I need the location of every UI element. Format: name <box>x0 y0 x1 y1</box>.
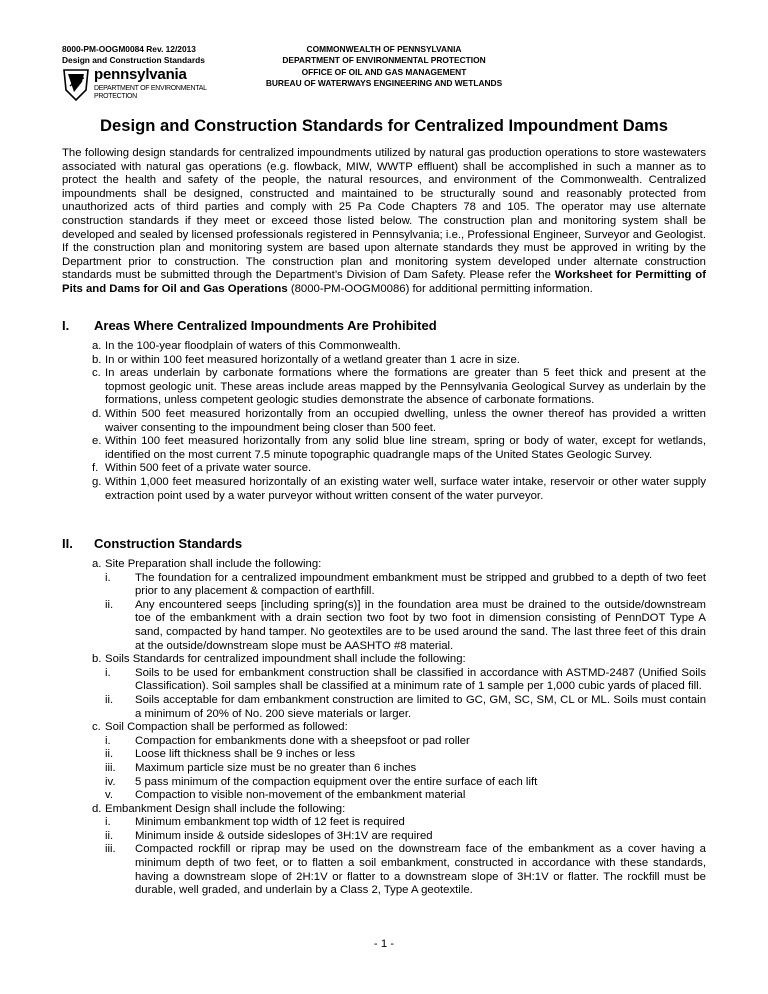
agency-line-2: DEPARTMENT OF ENVIRONMENTAL PROTECTION <box>282 55 486 66</box>
sub-item-label: ii. <box>105 829 114 842</box>
intro-text-end: (8000-PM-OOGM0086) for additional permitting information. <box>290 282 593 295</box>
sub-item <box>105 572 706 599</box>
sub-item-label: ii. <box>105 693 114 706</box>
list-item <box>62 340 706 354</box>
section-heading <box>62 318 706 336</box>
sub-item-label: i. <box>105 666 111 679</box>
form-number: 8000-PM-OOGM0084 Rev. 12/2013 <box>62 44 196 54</box>
form-subtitle: Design and Construction Standards <box>62 55 205 65</box>
item-label: d. <box>92 802 102 815</box>
sub-item-text: Minimum embankment top width of 12 feet is required <box>135 816 405 829</box>
sub-item <box>105 694 706 721</box>
section-number: I. <box>62 318 70 333</box>
item-label: b. <box>92 653 102 666</box>
list-item <box>62 367 706 408</box>
keystone-logo-icon <box>62 68 90 102</box>
agency-line-3: OFFICE OF OIL AND GAS MANAGEMENT <box>301 66 467 77</box>
sub-item-text: The foundation for a centralized impoundment embankment must be stripped and grubbed to a depth of two feet prior to any placement & compaction of earthfill. <box>135 571 706 598</box>
list-item <box>62 653 706 721</box>
sub-item-text: Maximum particle size must be no greater than 6 inches <box>135 761 417 774</box>
item-text: In areas underlain by carbonate formations where the formations are greater than 5 feet thick and present at the topmost geologic unit. These areas include areas mapped by the Pennsylvania Geological Survey as underlain by the formations, unless competent geologic studies demonstrate the absence of carbonate formations. <box>105 367 706 407</box>
list-item <box>62 476 706 503</box>
item-label: b. <box>92 353 102 366</box>
list-item <box>62 558 706 653</box>
sub-item <box>105 748 706 762</box>
item-label: d. <box>92 407 102 420</box>
worksheet-reference: Worksheet for Permitting of Pits and Dams for Oil and Gas Operations <box>62 269 706 295</box>
page-number: - 1 - <box>373 938 395 950</box>
sub-item <box>105 735 706 749</box>
sub-item <box>105 762 706 776</box>
item-text: In or within 100 feet measured horizontally of a wetland greater than 1 acre in size. <box>105 353 520 366</box>
section-construction-standards <box>62 536 706 898</box>
agency-line-1: COMMONWEALTH OF PENNSYLVANIA <box>306 44 462 54</box>
logo-department <box>94 85 207 101</box>
item-text: Within 500 feet of a private water source. <box>105 462 312 475</box>
logo-sub-line1: DEPARTMENT OF ENVIRONMENTAL <box>94 85 207 92</box>
intro-text: The following design standards for centralized impoundments utilized by natural gas production operations to store wastewaters associated with natural gas operations (e.g. flowback, MIW, WWTP effluent) shall be accomplished in such a manner as to protect the health and safety of the people, the natural resources, and environment of the Commonwealth. Centralized impoundments shall be designed, constructed and maintained to be structurally sound and reasonably protected from unauthorized acts of third parties and comply with 25 Pa Code Chapters 78 and 105. The operator may use alternate construction standards if they meet or exceed those listed below. The construction plan and monitoring system shall be developed and sealed by licensed professionals registered in Pennsylvania; i.e., Professional Engineer, Surveyor and Geologist. If the construction plan and monitoring system are based upon alternate standards they must be approved in writing by the Department prior to construction. The construction plan and monitoring system developed under alternate construction standards must be submitted through the Department’s Division of Dam Safety. Please refer the <box>62 147 706 282</box>
item-text: Embankment Design shall include the following: <box>105 802 346 815</box>
sub-item-text: Compaction to visible non-movement of the embankment material <box>135 789 466 802</box>
agency-line-4: BUREAU OF WATERWAYS ENGINEERING AND WETLANDS <box>265 78 503 89</box>
item-label: g. <box>92 475 102 488</box>
form-identifier <box>62 44 205 66</box>
sub-item-text: Minimum inside & outside sideslopes of 3H:1V are required <box>135 829 433 842</box>
sub-item-text: Soils acceptable for dam embankment construction are limited to GC, GM, SC, SM, CL or ML. Soils must contain a minimum of 20% of No. 200 sieve materials or larger. <box>135 693 706 720</box>
sub-item-label: iv. <box>105 775 116 788</box>
pa-dep-logo <box>62 68 222 106</box>
item-label: f. <box>92 462 99 475</box>
sub-item-label: v. <box>105 789 113 802</box>
list-item <box>62 408 706 435</box>
sub-item-label: iii. <box>105 761 116 774</box>
item-label: e. <box>92 435 102 448</box>
section-heading <box>62 536 706 554</box>
sub-item <box>105 843 706 897</box>
sub-item <box>105 667 706 694</box>
item-text: Soil Compaction shall be performed as followed: <box>105 721 348 734</box>
item-label: a. <box>92 558 102 570</box>
list-item <box>62 354 706 368</box>
logo-wordmark: pennsylvania <box>94 66 187 83</box>
list-item <box>62 462 706 476</box>
item-text: Soils Standards for centralized impoundment shall include the following: <box>105 653 466 666</box>
section-title: Construction Standards <box>94 536 243 551</box>
item-text: Within 100 feet measured horizontally from any solid blue line stream, spring or body of water, except for wetlands, identified on the most current 7.5 minute topographic quadrangle maps of the United States Geologic Survey. <box>105 435 706 461</box>
sub-item-label: iii. <box>105 843 116 856</box>
sub-item <box>105 830 706 844</box>
sub-item-text: Soils to be used for embankment construction shall be classified in accordance with ASTMD-2487 (Unified Soils Classification). Soil samples shall be classified at a minimum rate of 1 sample per 1,000 cubic yards of placed fill. <box>135 666 706 693</box>
list-item <box>62 435 706 462</box>
construction-list <box>62 558 706 898</box>
logo-sub-line2: PROTECTION <box>94 93 137 100</box>
sub-item-text: Any encountered seeps [including spring(s)] in the foundation area must be drained to the outside/downstream toe of the embankment with a drain section two foot by two foot in dimension consisting of PennDOT Type A sand, compacted by hand tamper. No geotextiles are to be used around the sand. The last three feet of this drain at the outside/downstream slope must be AASHTO #8 material. <box>135 598 706 652</box>
item-text: In the 100-year floodplain of waters of this Commonwealth. <box>105 340 401 352</box>
sub-item-label: i. <box>105 571 111 584</box>
sub-item <box>105 599 706 653</box>
section-prohibited-areas <box>62 318 706 503</box>
sub-item <box>105 816 706 830</box>
section-title: Areas Where Centralized Impoundments Are Prohibited <box>94 318 437 333</box>
sub-item-text: Compacted rockfill or riprap may be used on the downstream face of the embankment as a cover having a minimum depth of two feet, or to flatten a soil embankment, constructed in accordance with these standards, having a downstream slope of 2H:1V or flatter to a downstream slope of 3H:1V or flatter. The rockfill must be durable, well graded, and underlain by a Class 2, Type A geotextile. <box>135 843 706 897</box>
item-label: a. <box>92 340 102 352</box>
item-label: c. <box>92 367 101 380</box>
intro-paragraph <box>62 147 706 297</box>
sub-item-label: ii. <box>105 748 114 761</box>
item-label: c. <box>92 721 101 734</box>
sub-item <box>105 776 706 790</box>
item-text: Within 1,000 feet measured horizontally of an existing water well, surface water intake, reservoir or other water supply extraction point used by a water purveyor without written consent of the water purveyor. <box>105 475 706 502</box>
list-item <box>62 721 706 803</box>
sub-item-label: i. <box>105 816 111 829</box>
sub-item-text: Loose lift thickness shall be 9 inches or less <box>135 748 356 761</box>
sub-item <box>105 789 706 803</box>
document-title: Design and Construction Standards for Centralized Impoundment Dams <box>100 116 668 135</box>
section-number: II. <box>62 536 73 551</box>
sub-item-text: 5 pass minimum of the compaction equipment over the entire surface of each lift <box>135 775 538 788</box>
sub-item-text: Compaction for embankments done with a sheepsfoot or pad roller <box>135 734 470 747</box>
item-text: Site Preparation shall include the following: <box>105 558 322 570</box>
sub-item-label: i. <box>105 734 111 747</box>
agency-header <box>236 44 532 90</box>
prohibited-list <box>62 340 706 503</box>
list-item <box>62 803 706 898</box>
sub-item-label: ii. <box>105 598 114 611</box>
item-text: Within 500 feet measured horizontally from an occupied dwelling, unless the owner thereof has provided a written waiver consenting to the impoundment being closer than 500 feet. <box>105 407 706 434</box>
